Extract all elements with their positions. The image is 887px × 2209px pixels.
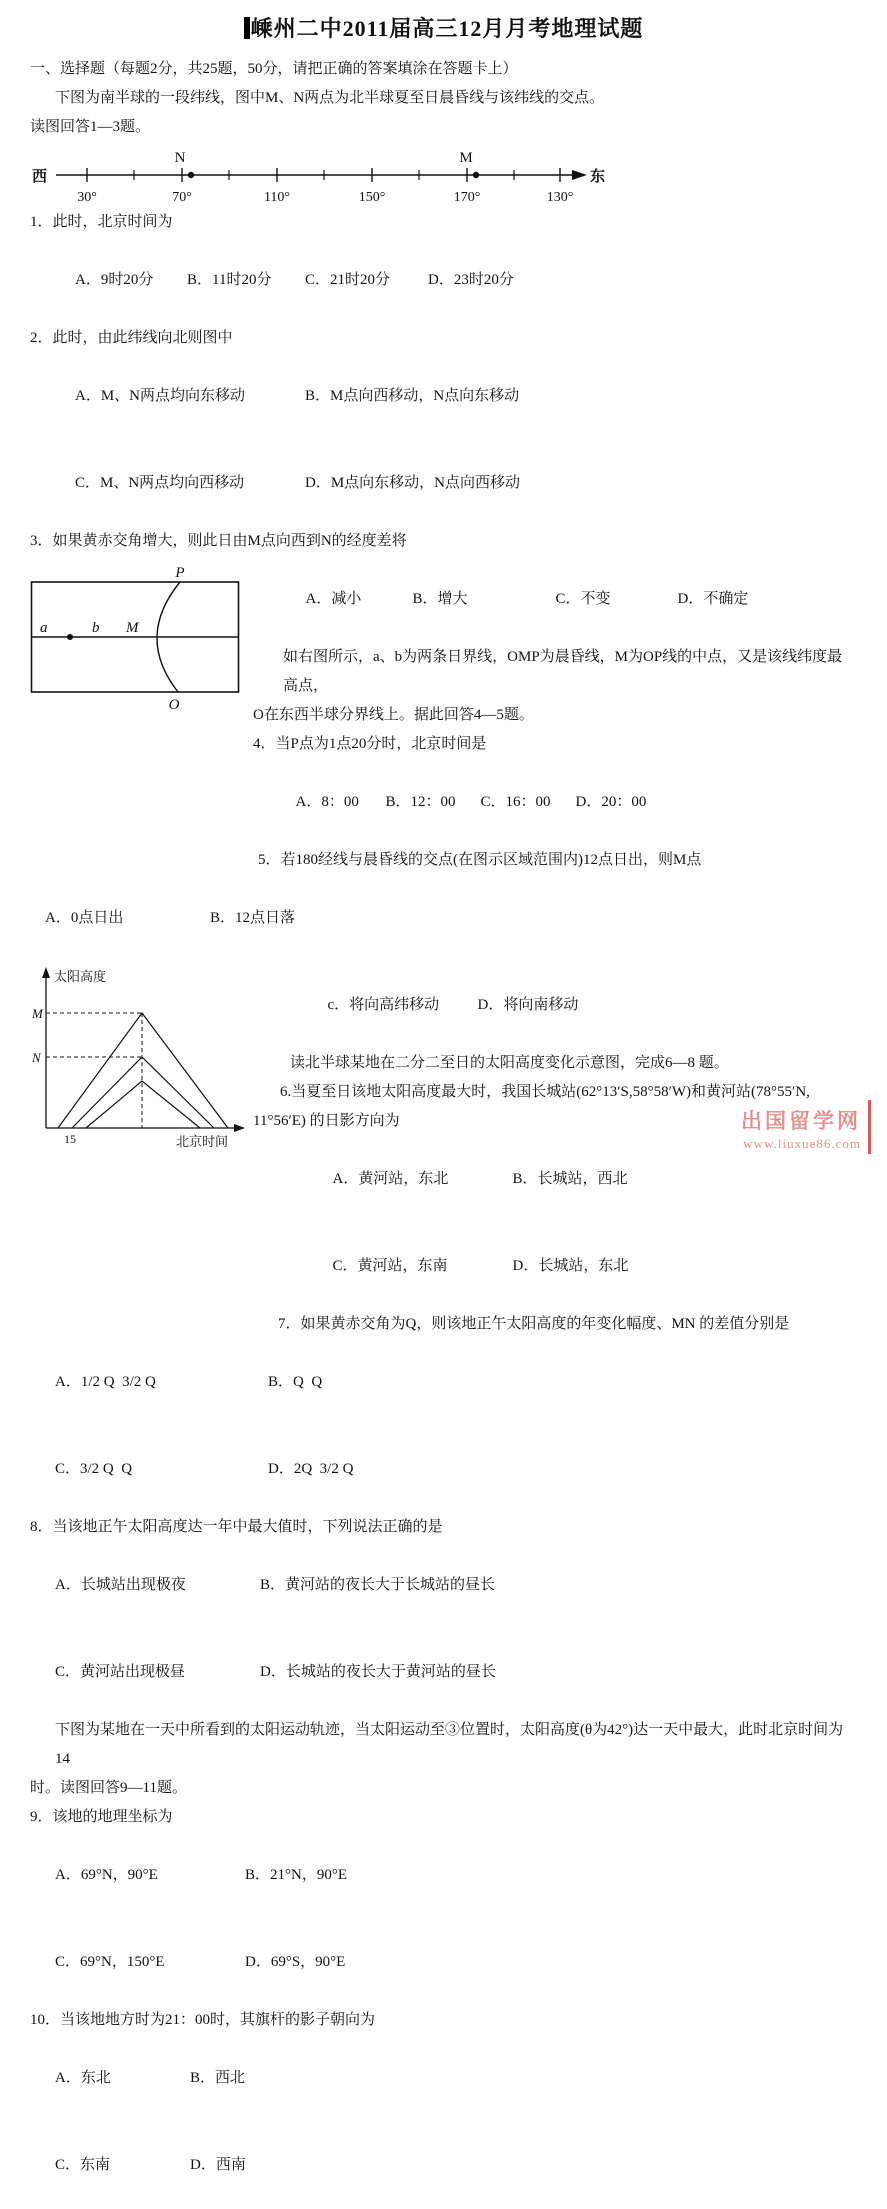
line-b-label: b	[92, 620, 100, 636]
q1-option-d: D．23时20分	[428, 272, 514, 288]
q10-option-b: B．西北	[190, 2070, 246, 2086]
level-m-label: M	[32, 1006, 43, 1021]
q7-options-row-1	[30, 1339, 857, 1426]
q4-option-c: C．16：00	[480, 794, 551, 810]
q2-options-row-2	[30, 440, 857, 527]
q6-stem-line-1: 6.当夏至日该地太阳高度最大时，我国长城站(62°13′S,58°58′W)和黄河站(78°55′N,	[280, 1084, 810, 1100]
q3-option-b: B．增大	[412, 591, 468, 607]
passage45-line-1: 如右图所示，a、b为两条日界线，OMP为晨昏线，M为OP线的中点，又是该线纬度最高点，	[283, 649, 843, 694]
dateline-diagram	[30, 562, 241, 712]
level-n-label: N	[32, 1050, 41, 1065]
q8-option-b: B．黄河站的夜长大于长城站的昼长	[260, 1577, 496, 1593]
q8-options-row-1	[30, 1542, 857, 1629]
q6-options-row-2	[30, 1223, 857, 1310]
point-m2-label: M	[126, 620, 139, 636]
q1-stem: 1．此时，北京时间为	[30, 214, 173, 230]
latitude-diagram-wrapper	[30, 148, 857, 206]
east-label: 东	[590, 169, 606, 185]
west-label: 西	[32, 169, 48, 185]
watermark-rule	[868, 1100, 871, 1154]
q4-stem: 4．当P点为1点20分时，北京时间是	[253, 736, 487, 752]
q2-options-row-1	[30, 353, 857, 440]
q2-stem: 2．此时，由此纬线向北则图中	[30, 330, 233, 346]
point-n-dot	[188, 172, 194, 178]
q8-options-row-2	[30, 1629, 857, 1716]
q4-option-d: D．20：00	[575, 794, 647, 810]
q5-option-a: A．0点日出	[45, 910, 124, 926]
q6-stem-line-2: 11°56′E) 的日影方向为	[253, 1113, 400, 1129]
q5-option-b: B．12点日落	[210, 910, 296, 926]
passage911-line-2: 时。读图回答9—11题。	[30, 1780, 187, 1796]
q7-options-row-2	[30, 1426, 857, 1513]
q3-option-a: A．减小	[305, 591, 362, 607]
q9-option-b: B．21°N，90°E	[245, 1867, 347, 1883]
point-o-label: O	[168, 697, 180, 712]
q9-options-row-2	[30, 1919, 857, 2006]
q5-option-d: D．将向南移动	[477, 997, 579, 1013]
x-axis-arrow-icon	[234, 1124, 245, 1132]
q6-option-a: A．黄河站，东北	[332, 1171, 449, 1187]
passage911-line-1: 下图为某地在一天中所看到的太阳运动轨迹，当太阳运动至③位置时，太阳高度(θ为42°)达一天中最大，此时北京时间为14	[55, 1722, 844, 1767]
q8-stem: 8．当该地正午太阳高度达一年中最大值时，下列说法正确的是	[30, 1519, 443, 1535]
q4-options	[30, 759, 857, 846]
q10-options-row-2	[30, 2122, 857, 2209]
q2-option-c: C．M、N两点均向西移动	[75, 475, 245, 491]
page-title-text: 嵊州二中2011届高三12月月考地理试题	[250, 16, 644, 41]
sun-altitude-diagram	[30, 966, 245, 1151]
point-n-label: N	[174, 150, 186, 166]
point-m-dot	[473, 172, 479, 178]
q10-options-row-1	[30, 2035, 857, 2122]
latitude-diagram	[30, 148, 610, 206]
q9-options-row-1	[30, 1832, 857, 1919]
tick-15-label: 15	[64, 1132, 76, 1146]
tick-label-30: 30°	[77, 190, 97, 205]
q10-option-d: D．西南	[190, 2157, 246, 2173]
q3-option-d: D．不确定	[677, 591, 749, 607]
q6-option-c: C．黄河站，东南	[332, 1258, 448, 1274]
q8-option-d: D．长城站的夜长大于黄河站的昼长	[260, 1664, 496, 1680]
dateline-block	[30, 556, 857, 875]
q3-option-c: C．不变	[555, 591, 611, 607]
q1-option-a: A．9时20分	[75, 272, 154, 288]
watermark	[741, 1107, 861, 1153]
tick-label-130: 130°	[546, 190, 574, 205]
q10-option-c: C．东南	[55, 2157, 111, 2173]
q5-stem: 5．若180经线与晨昏线的交点(在图示区域范围内)12点日出，则M点	[258, 852, 702, 868]
q1-option-b: B．11时20分	[187, 272, 272, 288]
q2-option-d: D．M点向东移动，N点向西移动	[305, 475, 521, 491]
section-heading: 一、选择题（每题2分，共25题，50分，请把正确的答案填涂在答题卡上）	[30, 61, 518, 77]
intro-line-1: 下图为南半球的一段纬线，图中M、N两点为北半球夏至日晨昏线与该纬线的交点。	[55, 90, 605, 106]
q9-option-c: C．69°N，150°E	[55, 1954, 165, 1970]
q8-option-c: C．黄河站出现极昼	[55, 1664, 186, 1680]
q2-option-a: A．M、N两点均向东移动	[75, 388, 246, 404]
q5-option-c: c．将向高纬移动	[327, 997, 440, 1013]
tick-label-110: 110°	[263, 190, 291, 205]
q9-option-d: D．69°S，90°E	[245, 1954, 346, 1970]
watermark-site-name: 出国留学网	[741, 1109, 861, 1134]
page-title	[30, 12, 857, 43]
tick-label-150: 150°	[358, 190, 386, 205]
q1-option-c: C．21时20分	[305, 272, 391, 288]
q1-options	[30, 237, 857, 324]
q2-option-b: B．M点向西移动，N点向东移动	[305, 388, 520, 404]
q6-option-d: D．长城站，东北	[512, 1258, 629, 1274]
tick-label-170: 170°	[453, 190, 481, 205]
point-m-label: M	[459, 150, 473, 166]
q10-option-a: A．东北	[55, 2070, 111, 2086]
q3-stem: 3．如果黄赤交角增大，则此日由M点向西到N的经度差将	[30, 533, 407, 549]
passage45-line-2: O在东西半球分界线上。据此回答4—5题。	[253, 707, 534, 723]
q10-stem: 10．当该地地方时为21：00时，其旗杆的影子朝向为	[30, 2012, 376, 2028]
y-axis-arrow-icon	[42, 967, 50, 978]
q4-option-b: B．12：00	[385, 794, 456, 810]
watermark-url: www.liuxue86.com	[743, 1136, 861, 1152]
sun-altitude-block	[30, 962, 857, 1339]
q7-option-a: A．1/2 Q 3/2 Q	[55, 1374, 156, 1390]
q4-option-a: A．8：00	[295, 794, 359, 810]
tick-label-70: 70°	[172, 190, 192, 205]
q9-stem: 9．该地的地理坐标为	[30, 1809, 173, 1825]
q6-option-b: B．长城站，西北	[512, 1171, 628, 1187]
intro-line-2: 读图回答1—3题。	[30, 119, 151, 135]
east-arrow-icon	[572, 170, 587, 180]
q7-option-b: B．Q Q	[268, 1374, 323, 1390]
passage68: 读北半球某地在二分二至日的太阳高度变化示意图，完成6—8 题。	[290, 1055, 729, 1071]
q8-option-a: A．长城站出现极夜	[55, 1577, 186, 1593]
q7-option-c: C．3/2 Q Q	[55, 1461, 133, 1477]
q7-option-d: D．2Q 3/2 Q	[268, 1461, 354, 1477]
x-axis-label: 北京时间	[176, 1134, 229, 1149]
q5-options-row-1	[30, 875, 857, 962]
dateline-dot	[67, 634, 73, 640]
y-axis-label: 太阳高度	[54, 969, 107, 984]
line-a-label: a	[40, 620, 48, 636]
point-p-label: P	[175, 565, 185, 581]
title-bar-decoration	[244, 17, 250, 39]
q9-option-a: A．69°N，90°E	[55, 1867, 158, 1883]
q7-stem: 7．如果黄赤交角为Q，则该地正午太阳高度的年变化幅度、MN 的差值分别是	[278, 1316, 790, 1332]
